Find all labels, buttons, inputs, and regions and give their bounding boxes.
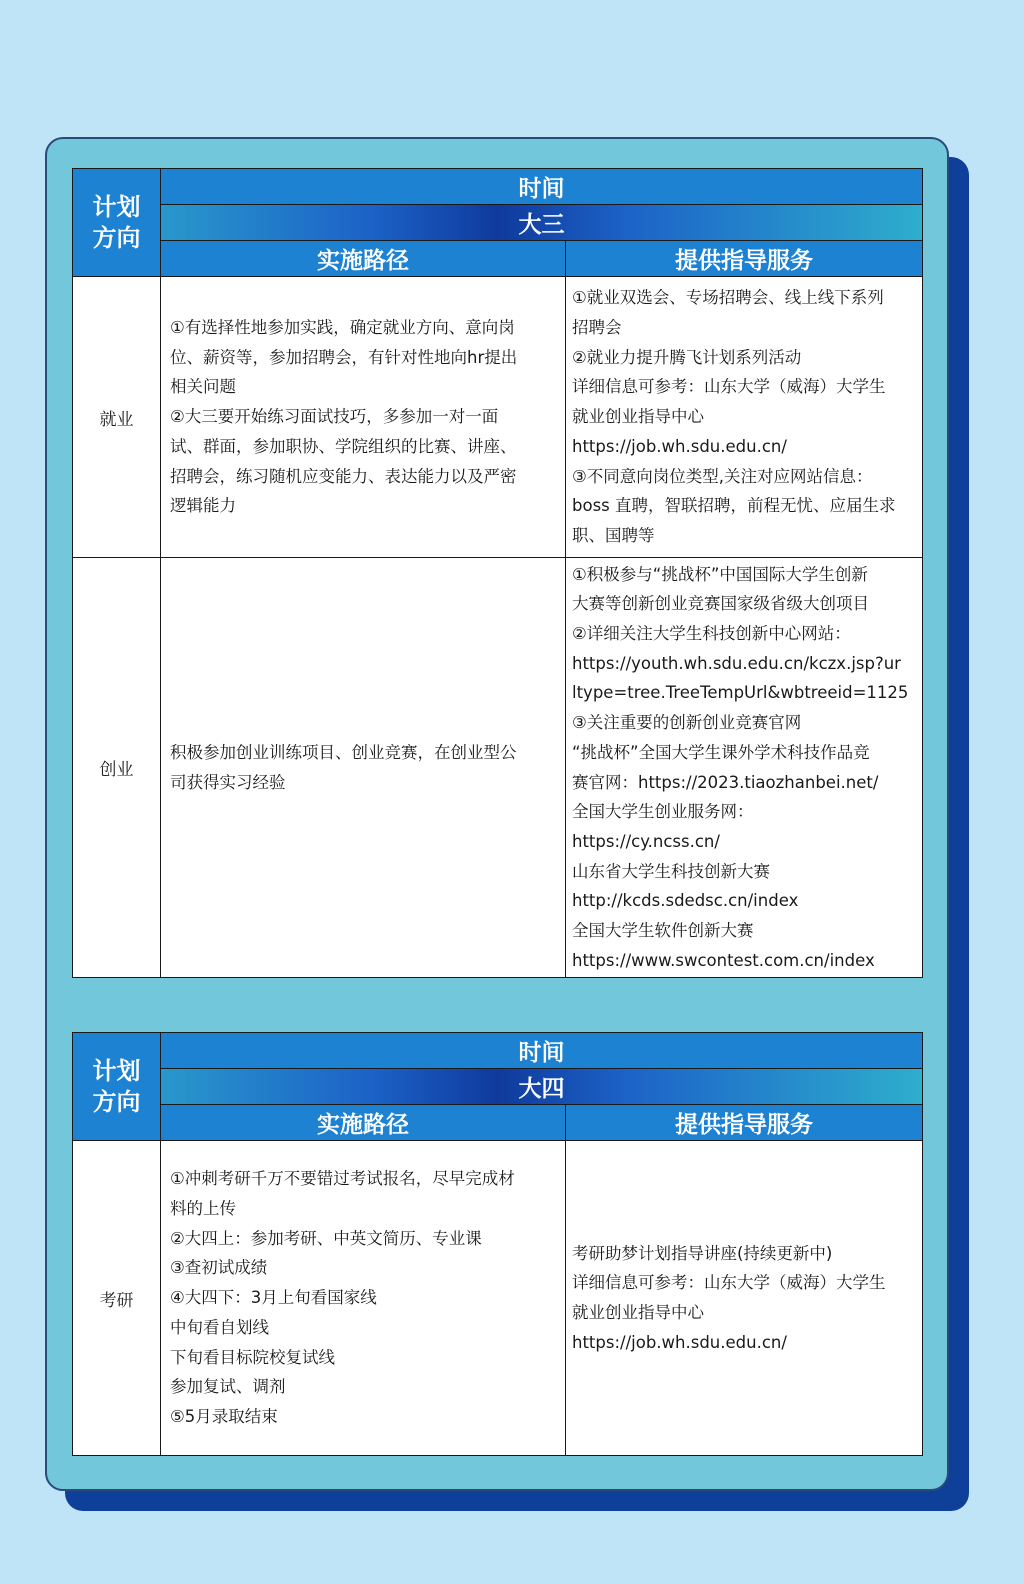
text-line: ②大四上：参加考研、中英文简历、专业课	[170, 1228, 482, 1248]
text-line: https://youth.wh.sdu.edu.cn/kczx.jsp?ur	[572, 653, 901, 673]
table-row-entrepreneurship	[73, 558, 923, 978]
table-row-employment	[73, 277, 923, 558]
direction-cell: 就业	[73, 277, 161, 558]
path-cell	[161, 1141, 566, 1456]
text-line: 职、国聘等	[572, 525, 655, 545]
text-line: 考研助梦计划指导讲座(持续更新中)	[572, 1243, 833, 1263]
text-line: ④大四下：3月上旬看国家线	[170, 1288, 377, 1308]
text-line: boss 直聘，智联招聘，前程无忧、应届生求	[572, 496, 896, 516]
direction-header-line1: 计划	[92, 1056, 141, 1085]
text-line: 就业创业指导中心	[572, 1303, 704, 1322]
text-line: ③关注重要的创新创业竞赛官网	[572, 713, 802, 733]
text-line: “挑战杯”全国大学生课外学术科技作品竞	[572, 742, 870, 762]
text-line: ③不同意向岗位类型,关注对应网站信息：	[572, 466, 873, 486]
table-row-postgraduate	[73, 1141, 923, 1456]
text-line: 料的上传	[170, 1199, 236, 1219]
plan-table-junior	[72, 168, 923, 978]
text-line: ①积极参与“挑战杯”中国国际大学生创新	[572, 564, 868, 584]
text-line: 司获得实习经验	[170, 772, 286, 792]
text-line: 中旬看自划线	[170, 1317, 269, 1337]
text-line: https://www.swcontest.com.cn/index	[572, 950, 875, 970]
text-line: 招聘会	[572, 318, 622, 338]
text-line: ②大三要开始练习面试技巧，多参加一对一面	[170, 407, 499, 427]
text-line: 山东省大学生科技创新大赛	[572, 861, 770, 881]
text-line: ①冲刺考研千万不要错过考试报名，尽早完成材	[170, 1169, 515, 1189]
text-line: https://cy.ncss.cn/	[572, 831, 720, 851]
text-line: ①有选择性地参加实践，确定就业方向、意向岗	[170, 318, 515, 338]
text-line: 全国大学生软件创新大赛	[572, 921, 754, 941]
text-line: ②就业力提升腾飞计划系列活动	[572, 347, 802, 367]
text-line: 详细信息可参考：山东大学（威海）大学生	[572, 377, 886, 397]
direction-cell: 考研	[73, 1141, 161, 1456]
service-cell	[566, 558, 923, 978]
path-cell	[161, 277, 566, 558]
year-header: 大四	[161, 1069, 923, 1105]
path-column-header: 实施路径	[161, 1105, 566, 1141]
direction-header-line1: 计划	[92, 192, 141, 221]
text-line: https://job.wh.sdu.edu.cn/	[572, 436, 787, 456]
time-header: 时间	[161, 169, 923, 205]
text-line: 积极参加创业训练项目、创业竞赛，在创业型公	[170, 742, 517, 762]
service-cell	[566, 277, 923, 558]
text-line: https://job.wh.sdu.edu.cn/	[572, 1332, 787, 1352]
text-line: 就业创业指导中心	[572, 407, 704, 427]
text-line: 逻辑能力	[170, 496, 236, 516]
text-line: ②详细关注大学生科技创新中心网站：	[572, 623, 851, 643]
direction-header	[73, 1033, 161, 1141]
path-cell	[161, 558, 566, 978]
year-header: 大三	[161, 205, 923, 241]
service-column-header: 提供指导服务	[566, 1105, 923, 1141]
service-cell	[566, 1141, 923, 1456]
text-line: 全国大学生创业服务网：	[572, 802, 754, 822]
service-column-header: 提供指导服务	[566, 241, 923, 277]
text-line: 下旬看目标院校复试线	[170, 1347, 335, 1367]
direction-header-line2: 方向	[92, 1087, 141, 1116]
text-line: ③查初试成绩	[170, 1258, 268, 1278]
plan-table-senior	[72, 1032, 923, 1456]
text-line: 赛官网：https://2023.tiaozhanbei.net/	[572, 772, 879, 792]
text-line: 详细信息可参考：山东大学（威海）大学生	[572, 1273, 886, 1293]
text-line: 招聘会，练习随机应变能力、表达能力以及严密	[170, 466, 517, 486]
path-column-header: 实施路径	[161, 241, 566, 277]
direction-cell: 创业	[73, 558, 161, 978]
text-line: ⑤5月录取结束	[170, 1406, 278, 1426]
direction-header	[73, 169, 161, 277]
text-line: ①就业双选会、专场招聘会、线上线下系列	[572, 288, 884, 308]
text-line: 位、薪资等，参加招聘会，有针对性地向hr提出	[170, 347, 518, 367]
text-line: 参加复试、调剂	[170, 1377, 286, 1397]
text-line: 试、群面，参加职协、学院组织的比赛、讲座、	[170, 436, 517, 456]
text-line: 大赛等创新创业竞赛国家级省级大创项目	[572, 594, 869, 614]
text-line: ltype=tree.TreeTempUrl&wbtreeid=1125	[572, 683, 909, 703]
time-header: 时间	[161, 1033, 923, 1069]
direction-header-line2: 方向	[92, 223, 141, 252]
text-line: 相关问题	[170, 377, 236, 397]
text-line: http://kcds.sdedsc.cn/index	[572, 891, 799, 911]
